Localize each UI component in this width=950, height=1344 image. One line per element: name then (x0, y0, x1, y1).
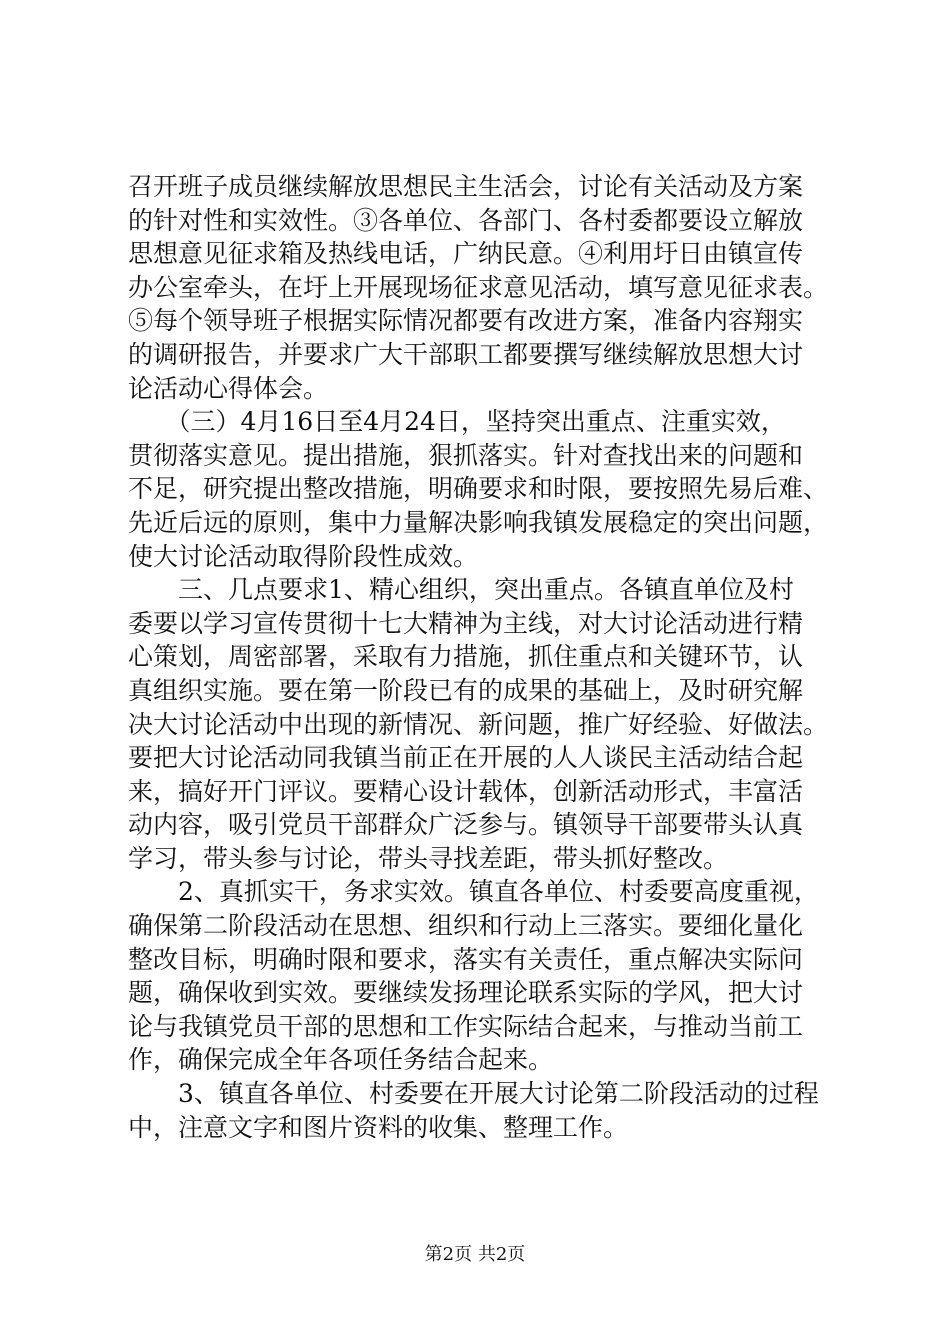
text-line: 决大讨论活动中出现的新情况、新问题，推广好经验、好做法。 (128, 709, 829, 739)
text-line: 2、真抓实干，务求实效。镇直各单位、村委要高度重视， (128, 877, 819, 907)
text-line: ⑤每个领导班子根据实际情况都要有改进方案，准备内容翔实 (128, 306, 804, 336)
text-line: 3、镇直各单位、村委要在开展大讨论第二阶段活动的过程 (128, 1079, 819, 1109)
text-line: 办公室牵头，在圩上开展现场征求意见活动，填写意见征求表。 (128, 272, 829, 302)
text-line: 整改目标，明确时限和要求，落实有关责任，重点解决实际问 (128, 944, 804, 974)
text-line: 使大讨论活动取得阶段性成效。 (128, 541, 479, 571)
text-line: 心策划，周密部署，采取有力措施，抓住重点和关键环节，认 (128, 642, 804, 672)
text-line: 三、几点要求1、精心组织，突出重点。各镇直单位及村 (128, 575, 794, 605)
text-line: 的针对性和实效性。③各单位、各部门、各村委都要设立解放 (128, 205, 804, 235)
text-line: 思想意见征求箱及热线电话，广纳民意。④利用圩日由镇宣传 (128, 239, 804, 269)
text-line: 真组织实施。要在第一阶段已有的成果的基础上，及时研究解 (128, 675, 804, 705)
document-body (128, 170, 850, 1144)
text-line: 的调研报告，并要求广大干部职工都要撰写继续解放思想大讨 (128, 339, 804, 369)
text-line: 论与我镇党员干部的思想和工作实际结合起来，与推动当前工 (128, 1011, 804, 1041)
text-line: 确保第二阶段活动在思想、组织和行动上三落实。要细化量化 (128, 911, 804, 941)
text-line: 贯彻落实意见。提出措施，狠抓落实。针对查找出来的问题和 (128, 440, 804, 470)
text-line: 先近后远的原则，集中力量解决影响我镇发展稳定的突出问题， (128, 507, 829, 537)
text-line: 学习，带头参与讨论，带头寻找差距，带头抓好整改。 (128, 843, 729, 873)
text-line: 中，注意文字和图片资料的收集、整理工作。 (128, 1112, 629, 1142)
text-line: （三）4月16日至4月24日，坚持突出重点、注重实效， (128, 407, 786, 437)
text-line: 题，确保收到实效。要继续发扬理论联系实际的学风，把大讨 (128, 978, 804, 1008)
text-line: 作，确保完成全年各项任务结合起来。 (128, 1045, 554, 1075)
text-line: 委要以学习宣传贯彻十七大精神为主线，对大讨论活动进行精 (128, 608, 804, 638)
text-line: 动内容，吸引党员干部群众广泛参与。镇领导干部要带头认真 (128, 810, 804, 840)
text-line: 论活动心得体会。 (128, 373, 329, 403)
page-number-footer: 第2页 共2页 (424, 1244, 526, 1265)
text-line: 召开班子成员继续解放思想民主生活会，讨论有关活动及方案 (128, 172, 804, 201)
text-line: 要把大讨论活动同我镇当前正在开展的人人谈民主活动结合起 (128, 743, 804, 773)
text-line: 来，搞好开门评议。要精心设计载体，创新活动形式，丰富活 (128, 776, 804, 806)
text-line: 不足，研究提出整改措施，明确要求和时限，要按照先易后难、 (128, 474, 829, 504)
